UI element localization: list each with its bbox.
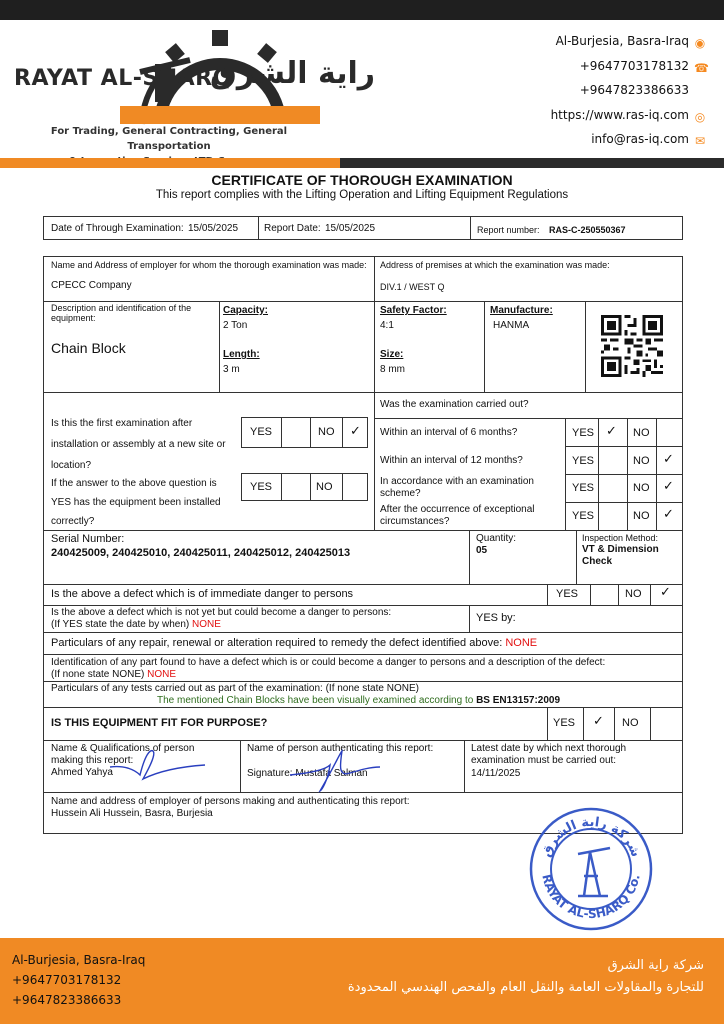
- twelve-months-no-checkmark: ✓: [663, 452, 674, 467]
- equipment-value: Chain Block: [51, 340, 126, 356]
- company-stamp: [528, 806, 654, 932]
- exceptional-no: NO: [633, 510, 650, 522]
- serial-label: Serial Number:: [51, 533, 125, 545]
- person-label: Name & Qualifications of person making this report:: [51, 743, 195, 766]
- safety-factor-label: Safety Factor:: [380, 305, 447, 316]
- six-months-question: Within an interval of 6 months?: [380, 427, 518, 438]
- exam-date-label: Date of Through Examination:: [51, 223, 184, 234]
- size-label: Size:: [380, 349, 404, 360]
- future-danger-note: (If YES state the date by when) NONE: [51, 619, 221, 630]
- first-exam-no-checkmark: ✓: [350, 424, 361, 439]
- installed-question: If the answer to the above question is YES has the equipment been installed correctly?: [51, 478, 221, 527]
- tagline-line-1: For Trading, General Contracting, General Transportation: [50, 126, 288, 152]
- header-phone-2: +9647823386633: [579, 83, 689, 97]
- premises-value: DIV.1 / WEST Q: [380, 282, 445, 292]
- footer-phone-2: +9647823386633: [12, 993, 122, 1007]
- next-exam-label: Latest date by which next thorough examination must be carried out:: [471, 743, 627, 766]
- header-address: Al-Burjesia, Basra-Iraq ◉: [555, 34, 706, 50]
- header-website[interactable]: https://www.ras-iq.com ◎: [550, 108, 706, 124]
- globe-icon: ◎: [694, 110, 706, 124]
- inspection-method-label: Inspection Method:: [582, 533, 659, 543]
- premises-label: Address of premises at which the examination was made:: [380, 260, 610, 270]
- exceptional-no-checkmark: ✓: [663, 507, 674, 522]
- equipment-label: Description and identification of the equipment:: [51, 303, 192, 323]
- certificate-subtitle: This report complies with the Lifting Operation and Lifting Equipment Regulations: [155, 189, 569, 201]
- authenticating-value: Signature: Mustafa Salman: [247, 768, 368, 779]
- fit-for-purpose-question: IS THIS EQUIPMENT FIT FOR PURPOSE?: [51, 717, 268, 729]
- first-exam-question: Is this the first examination after installation or assembly at a new site or location?: [51, 418, 226, 471]
- test-standard: BS EN13157:2009: [476, 695, 561, 706]
- authenticating-label: Name of person authenticating this report:: [247, 743, 434, 754]
- top-bar: [0, 0, 724, 20]
- identification-note: (If none state NONE) NONE: [51, 669, 177, 680]
- safety-factor-value: 4:1: [380, 320, 394, 331]
- tests-label: Particulars of any tests carried out as part of the examination: (If none state NONE): [51, 683, 419, 694]
- manufacture-label: Manufacture:: [490, 305, 553, 316]
- employer-persons-label: Name and address of employer of persons making and authenticating this report:: [51, 796, 410, 807]
- employer-value: CPECC Company: [51, 280, 132, 291]
- header-email[interactable]: info@ras-iq.com ✉: [591, 132, 706, 148]
- exam-date: 15/05/2025: [188, 223, 239, 234]
- employer-persons-value: Hussein Ali Hussein, Basra, Burjesia: [51, 808, 213, 819]
- location-pin-icon: ◉: [694, 36, 706, 50]
- immediate-danger-question: Is the above a defect which is of immediate danger to persons: [51, 588, 354, 600]
- scheme-question: In accordance with an examination scheme?: [380, 476, 534, 499]
- reporter-signature: [105, 745, 215, 785]
- immediate-danger-yes: YES: [556, 588, 579, 600]
- immediate-danger-no-checkmark: ✓: [660, 585, 671, 600]
- qr-code: [601, 315, 663, 377]
- header-phone-1: +9647703178132 ☎: [579, 59, 709, 75]
- scheme-no-checkmark: ✓: [663, 479, 674, 494]
- size-value: 8 mm: [380, 364, 405, 375]
- length-label: Length:: [223, 349, 260, 360]
- installed-no: NO: [316, 481, 333, 493]
- fit-yes: YES: [553, 717, 576, 729]
- immediate-danger-no: NO: [625, 588, 642, 600]
- serial-value: 240425009, 240425010, 240425011, 240425012, 240425013: [51, 547, 351, 559]
- fit-yes-checkmark: ✓: [593, 714, 604, 729]
- footer-ar-line-1: شركة راية الشرق: [607, 958, 704, 973]
- inspection-method-value: VT & Dimension Check: [582, 544, 659, 567]
- report-date: 15/05/2025: [325, 223, 376, 234]
- authenticator-signature: [280, 745, 390, 795]
- capacity-value: 2 Ton: [223, 320, 248, 331]
- manufacture-value: HANMA: [493, 320, 530, 331]
- installed-yes: YES: [250, 481, 273, 493]
- certificate-title: CERTIFICATE OF THOROUGH EXAMINATION: [211, 172, 513, 188]
- stamp-arabic-text: شركة راية الشرق: [538, 814, 644, 860]
- report-number: RAS-C-250550367: [549, 225, 626, 235]
- tests-text: The mentioned Chain Blocks have been visually examined according to: [157, 695, 474, 706]
- phone-icon: ☎: [694, 61, 709, 75]
- capacity-label: Capacity:: [223, 305, 269, 316]
- quantity-value: 05: [476, 545, 488, 556]
- identification-label: Identification of any part found to have a defect which is or could become a danger to persons and a description of the defect:: [51, 657, 606, 668]
- first-exam-no: NO: [318, 426, 335, 438]
- footer-ar-line-2: للتجارة والمقاولات العامة والنقل العام والفحص الهندسي المحدودة: [347, 980, 704, 995]
- next-exam-value: 14/11/2025: [471, 768, 521, 779]
- fit-no: NO: [622, 717, 639, 729]
- identification-none: NONE: [147, 669, 177, 680]
- six-months-yes-checkmark: ✓: [606, 424, 617, 439]
- header-band-accent: [0, 158, 340, 168]
- mail-icon: ✉: [694, 134, 706, 148]
- footer-contact: [12, 950, 145, 1010]
- six-months-yes: YES: [572, 427, 595, 439]
- twelve-months-yes: YES: [572, 455, 595, 467]
- six-months-no: NO: [633, 427, 650, 439]
- future-danger-none: NONE: [192, 619, 221, 630]
- tests-row: [157, 695, 560, 707]
- carried-out-question: Was the examination carried out?: [380, 399, 529, 410]
- exceptional-yes: YES: [572, 510, 595, 522]
- footer-company-ar: [348, 955, 704, 999]
- report-number-label: Report number:: [477, 225, 540, 235]
- scheme-yes: YES: [572, 482, 595, 494]
- twelve-months-question: Within an interval of 12 months?: [380, 455, 523, 466]
- scheme-no: NO: [633, 482, 650, 494]
- footer-address: Al-Burjesia, Basra-Iraq: [12, 953, 146, 967]
- yes-by-label: YES by:: [476, 612, 516, 624]
- future-danger-question: Is the above a defect which is not yet but could become a danger to persons:: [51, 607, 392, 618]
- footer-phone-1: +9647703178132: [12, 973, 122, 987]
- report-date-label: Report Date:: [264, 223, 321, 234]
- first-exam-yes: YES: [250, 426, 273, 438]
- length-value: 3 m: [223, 364, 240, 375]
- twelve-months-no: NO: [633, 455, 650, 467]
- stamp-english-text: RAYAT AL-SHARQ Co.: [539, 872, 643, 922]
- repair-row: Particulars of any repair, renewal or alteration required to remedy the defect identified above: NONE: [51, 637, 538, 649]
- repair-none: NONE: [505, 637, 538, 649]
- employer-label: Name and Address of employer for whom the thorough examination was made:: [51, 260, 367, 270]
- company-name-en: RAYAT AL-SHARQ: [14, 66, 232, 91]
- company-name-ar: راية الشرق: [210, 56, 376, 91]
- exceptional-question: After the occurrence of exceptional circumstances?: [380, 504, 535, 527]
- quantity-label: Quantity:: [476, 533, 517, 544]
- person-value: Ahmed Yahya: [51, 767, 113, 778]
